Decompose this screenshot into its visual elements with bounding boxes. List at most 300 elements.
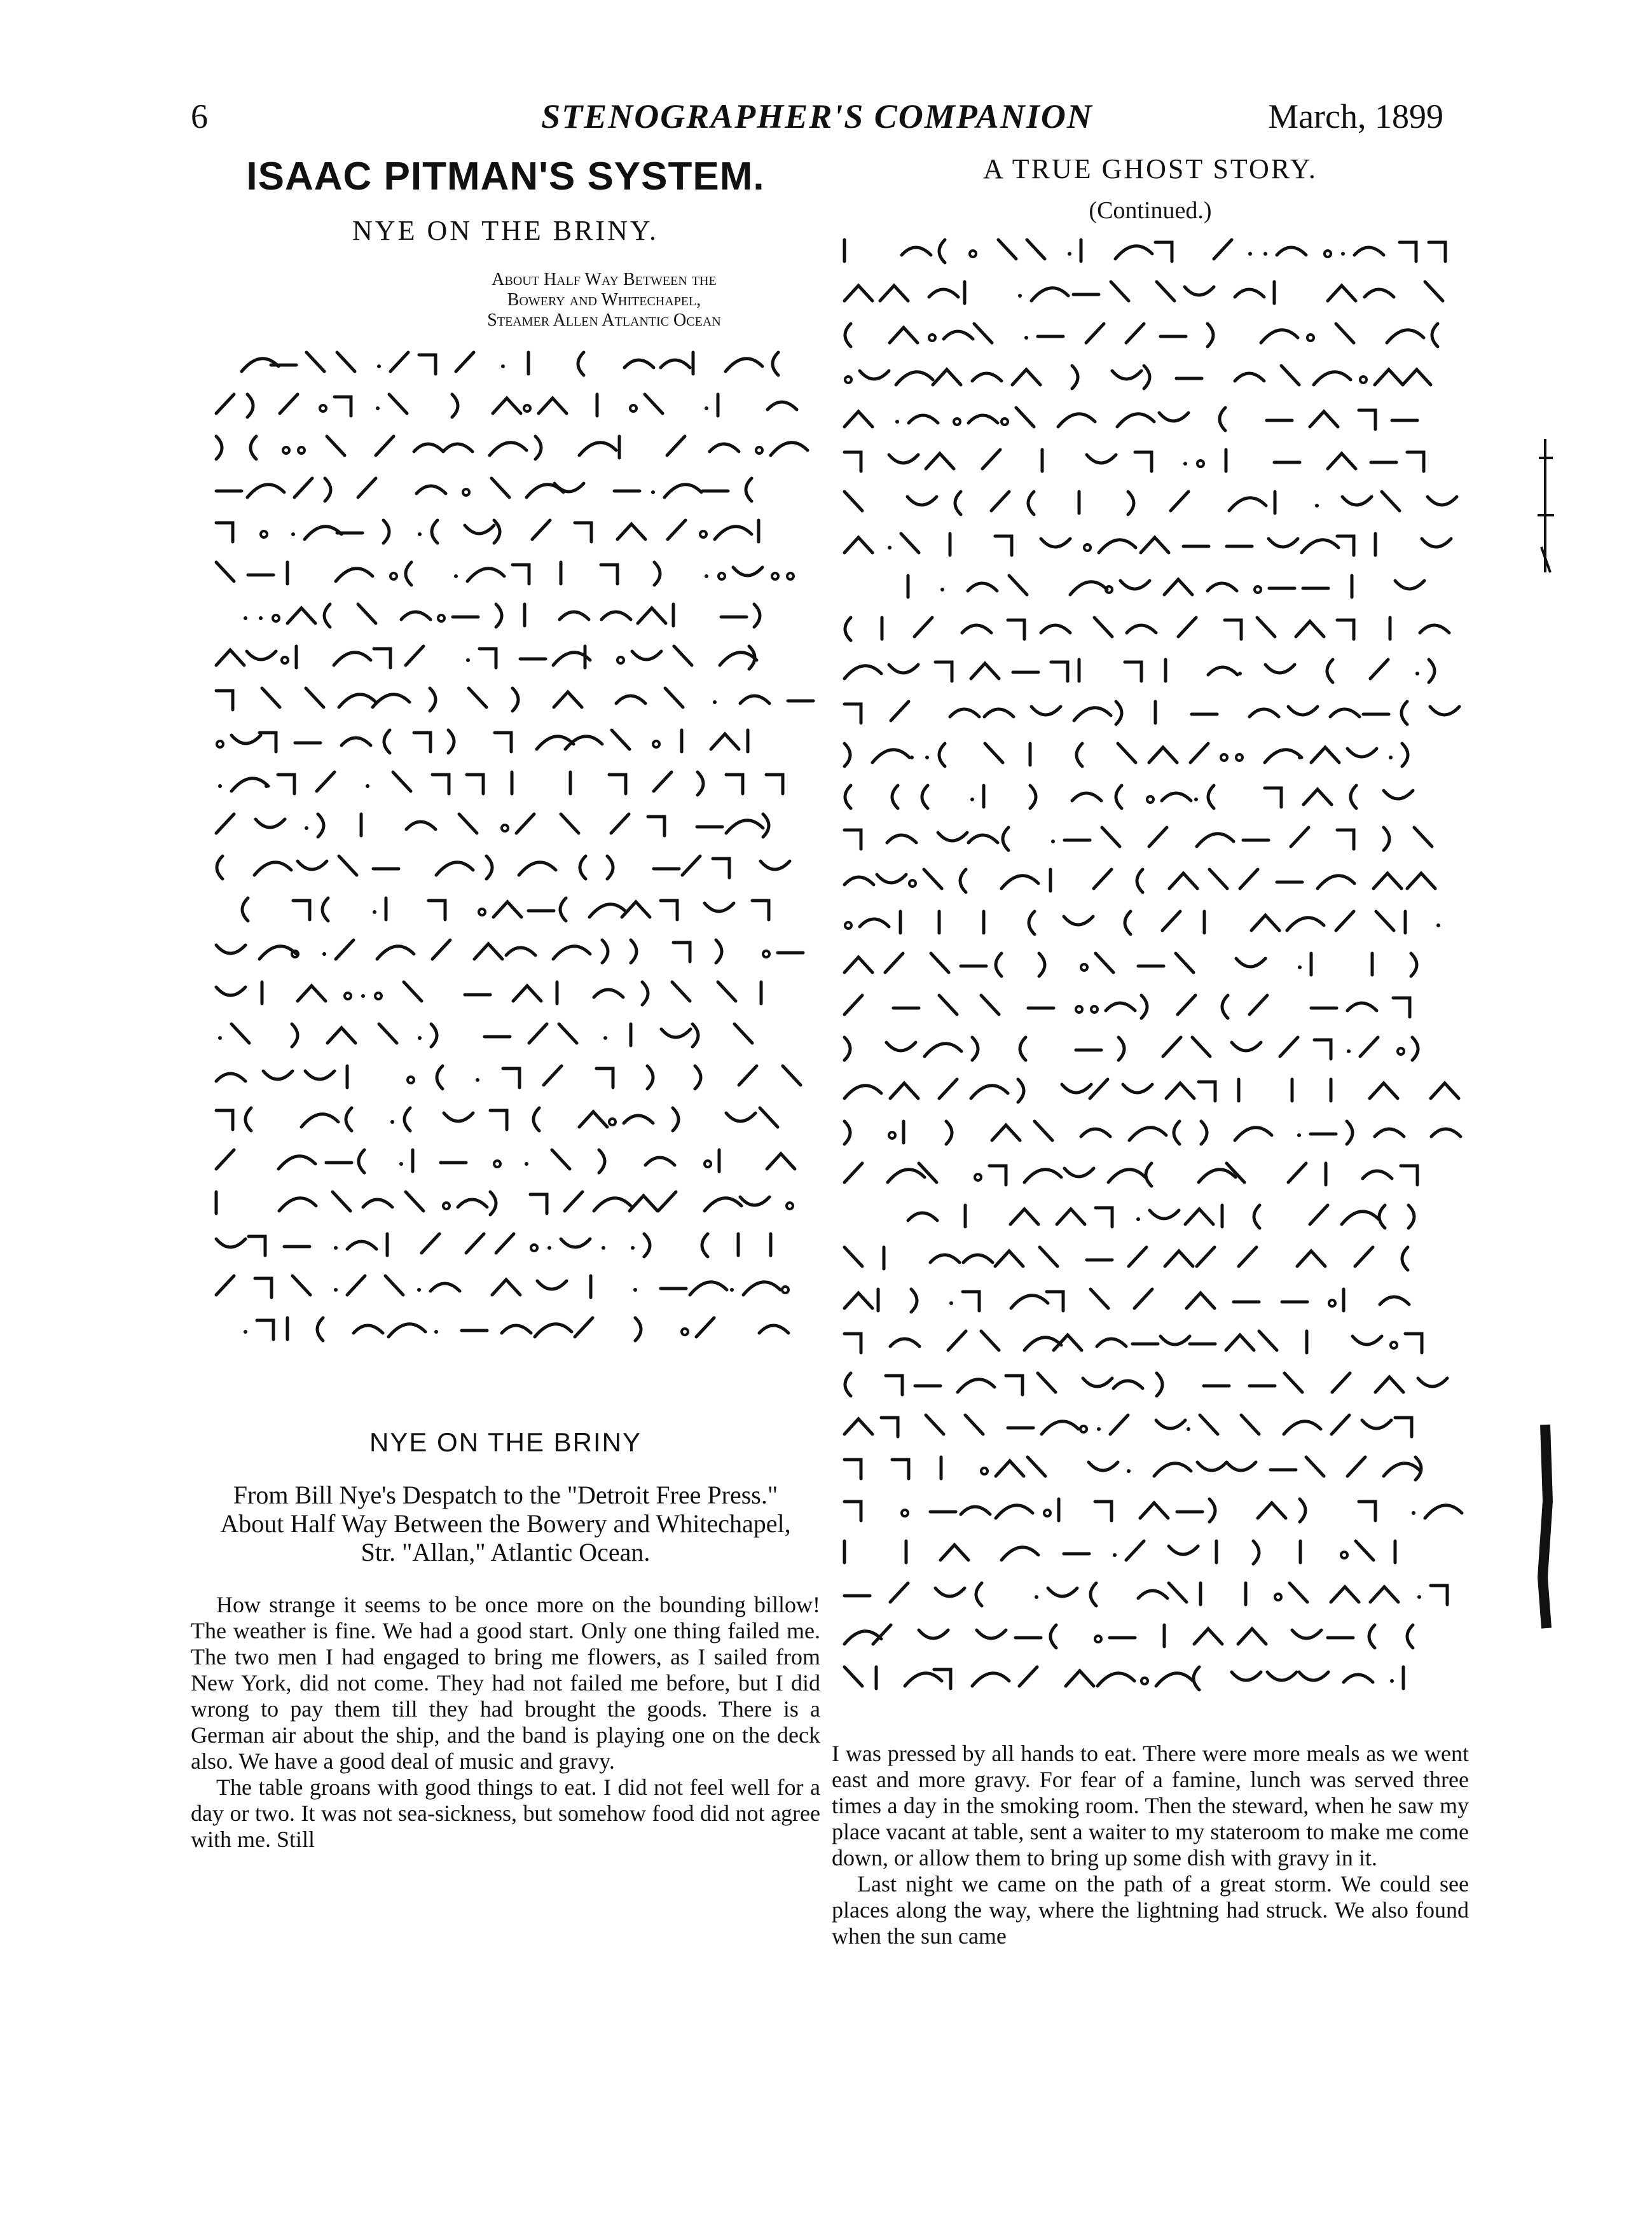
shorthand-mark [767,402,797,410]
shorthand-mark [1347,1457,1365,1476]
shorthand-mark [1328,286,1356,301]
shorthand-mark [602,1246,605,1250]
shorthand-mark [1327,660,1333,682]
shorthand-mark [611,814,629,833]
shorthand-mark [1185,1209,1213,1224]
shorthand-mark [1375,1129,1404,1137]
shorthand-mark [1314,1040,1331,1059]
shorthand-mark [1227,1462,1256,1470]
shorthand-mark [494,520,500,543]
shorthand-mark [960,869,966,892]
shorthand-mark [1337,830,1354,849]
shorthand-mark [1248,252,1252,256]
shorthand-mark [1318,876,1354,888]
shorthand-mark [1360,1037,1378,1056]
shorthand-mark [968,835,998,843]
shorthand-mark [255,1278,272,1297]
shorthand-mark [844,666,881,679]
shorthand-mark [1239,1247,1256,1266]
shorthand-mark [216,691,233,710]
shorthand-mark [419,355,436,374]
shorthand-mark [575,1318,593,1337]
route-line: About Half Way Between the [492,270,717,289]
shorthand-mark [1171,492,1188,511]
shorthand-mark [1090,1079,1108,1098]
shorthand-mark [438,615,444,621]
shorthand-mark [1420,625,1449,633]
shorthand-mark [334,1288,338,1292]
shorthand-mark [609,1119,616,1125]
shorthand-mark [322,898,328,921]
shorthand-mark [716,940,722,963]
shorthand-mark [682,856,700,875]
shorthand-mark [287,608,315,623]
shorthand-mark [1178,618,1196,637]
shorthand-mark [390,573,397,579]
shorthand-mark [414,733,430,752]
shorthand-mark [493,902,521,917]
shorthand-mark [1096,953,1113,972]
shorthand-mark [1003,827,1008,850]
shorthand-mark [216,1239,245,1247]
shorthand-mark [1115,246,1152,259]
shorthand-mark [760,1108,778,1127]
shorthand-mark [860,371,889,379]
shorthand-mark [710,444,739,452]
shorthand-mark [1169,1583,1187,1602]
shorthand-mark [1081,1129,1110,1137]
shorthand-mark [216,814,234,833]
shorthand-mark [1024,1170,1061,1182]
shorthand-mark [561,814,579,833]
shorthand-mark [1108,1170,1145,1182]
shorthand-mark [1070,582,1107,595]
shorthand-mark [1208,583,1237,591]
margin-mark [1543,1425,1548,1628]
shorthand-mark [1261,330,1298,343]
shorthand-mark [1344,1675,1373,1682]
shorthand-mark [1265,750,1302,763]
shorthand-mark [1125,911,1131,934]
shorthand-mark [339,695,376,707]
shorthand-mark [644,1234,650,1257]
shorthand-mark [422,1234,439,1253]
shorthand-mark [756,447,762,453]
shorthand-mark [972,1037,978,1060]
shorthand-mark [1365,289,1394,297]
shorthand-mark [216,945,245,953]
shorthand-mark [247,651,276,660]
shorthand-mark [358,604,376,623]
shorthand-mark [1407,452,1424,471]
shorthand-mark [1235,373,1264,381]
shorthand-mark [429,901,445,920]
shorthand-mark [283,447,289,453]
shorthand-mark [565,1192,582,1211]
shorthand-mark [692,1024,698,1047]
shorthand-mark [1002,876,1038,888]
shorthand-mark [1393,998,1410,1017]
shorthand-mark [844,877,874,885]
shorthand-mark [1408,1205,1414,1228]
shorthand-mark [740,696,769,703]
shorthand-mark [404,982,422,1001]
shorthand-mark [1208,785,1214,808]
shorthand-mark [318,814,324,837]
shorthand-mark [1263,252,1267,256]
shorthand-mark [454,574,458,578]
shorthand-mark [881,1418,898,1437]
shorthand-mark [877,874,906,883]
shorthand-mark [844,1502,861,1521]
route-line: Steamer Allen Atlantic Ocean [487,310,721,330]
shorthand-mark [301,1114,338,1127]
shorthand-mark [844,1667,862,1686]
shorthand-mark [984,709,1014,717]
shorthand-mark [1091,1583,1096,1606]
shorthand-mark [486,856,492,879]
shorthand-mark [787,573,794,579]
shorthand-mark [603,1036,607,1040]
shorthand-mark [1412,1037,1418,1060]
shorthand-mark [393,772,411,791]
shorthand-mark [989,1166,1006,1185]
shorthand-mark [1431,1586,1447,1605]
shorthand-mark [1347,1003,1377,1011]
shorthand-mark [892,785,898,808]
shorthand-mark [909,880,916,887]
shorthand-mark [661,1029,691,1037]
shorthand-mark [1267,1672,1297,1680]
shorthand-mark [743,1282,780,1295]
shorthand-mark [617,657,624,663]
shorthand-mark [1391,1342,1397,1348]
shorthand-mark [698,772,703,795]
shorthand-mark [1290,1583,1307,1602]
shorthand-mark [651,490,655,494]
shorthand-mark [1030,785,1036,808]
shorthand-mark [911,1289,917,1312]
shorthand-mark [1253,1541,1259,1564]
shorthand-mark [1113,1381,1143,1388]
shorthand-mark [493,398,521,413]
shorthand-mark [216,1276,234,1295]
shorthand-mark [772,573,778,579]
shorthand-mark [1194,1629,1222,1644]
shorthand-mark [715,527,752,539]
shorthand-mark [218,1036,222,1040]
shorthand-mark [459,814,477,833]
shorthand-mark [594,990,623,997]
shorthand-mark [630,1196,657,1211]
shorthand-mark [844,1460,861,1479]
shorthand-mark [496,604,502,627]
shorthand-mark [416,486,446,494]
shorthand-mark [1229,498,1266,511]
shorthand-mark [383,520,389,543]
shorthand-mark [939,240,945,263]
shorthand-mark [981,1331,999,1350]
shorthand-mark [375,993,382,999]
shorthand-mark [334,397,351,416]
shorthand-mark [1141,995,1147,1018]
shorthand-mark [217,856,223,879]
shorthand-mark [1432,324,1438,347]
shorthand-mark [872,750,909,763]
shorthand-mark [247,485,284,497]
shorthand-mark [1008,620,1024,639]
shorthand-mark [1347,1121,1353,1144]
shorthand-mark [1311,747,1339,763]
shorthand-mark [305,1071,334,1079]
shorthand-mark [934,1670,951,1689]
shorthand-mark [682,1329,688,1335]
shorthand-mark [599,1150,605,1173]
shorthand-mark [622,902,650,917]
shorthand-mark [925,1044,961,1056]
shorthand-mark [944,331,973,339]
shorthand-mark [996,1461,1024,1476]
shorthand-mark [432,775,449,794]
shorthand-mark [645,394,663,413]
shorthand-mark [334,653,371,665]
shorthand-mark [1057,1209,1085,1224]
shorthand-mark [1359,1502,1375,1521]
shorthand-mark [1116,702,1122,724]
shorthand-mark [713,700,717,704]
shorthand-mark [1342,497,1372,505]
shorthand-mark [661,360,690,368]
shorthand-mark [1281,366,1299,385]
shorthand-mark [1106,586,1112,593]
shorthand-mark [466,658,470,662]
shorthand-mark [1160,1336,1190,1345]
shorthand-mark [668,520,685,539]
shorthand-mark [909,415,938,423]
shorthand-mark [1164,579,1192,595]
shorthand-mark [1251,915,1279,930]
shorthand-mark [1429,660,1435,682]
shorthand-mark [1102,827,1120,847]
shorthand-mark [1412,1511,1415,1515]
shorthand-mark [539,398,567,413]
shorthand-mark [1425,282,1443,301]
issue-date: March, 1899 [1268,97,1443,135]
shorthand-mark [456,352,474,371]
shorthand-mark [783,1066,801,1085]
shorthand-mark [1134,1289,1152,1308]
shorthand-mark [1095,1502,1112,1521]
shorthand-mark [294,478,312,497]
shorthand-mark [1375,370,1403,385]
shorthand-mark [293,901,310,920]
shorthand-mark [490,1110,507,1130]
shorthand-mark [1087,455,1116,463]
shorthand-mark [1149,747,1177,763]
shorthand-mark [298,861,327,869]
shorthand-mark [1029,911,1035,934]
shorthand-mark [1428,497,1457,505]
shorthand-mark [533,1108,539,1131]
shorthand-mark [653,741,659,747]
shorthand-mark [700,531,706,537]
shorthand-mark [982,450,1000,469]
shorthand-mark [1041,539,1070,547]
shorthand-mark [1136,1217,1140,1221]
shorthand-mark [1077,743,1082,766]
route-caption [426,270,782,331]
shorthand-mark [1094,618,1112,637]
shorthand-mark [965,1415,983,1434]
shorthand-mark [1080,1426,1087,1432]
shorthand-mark [376,406,380,410]
shorthand-mark [1094,869,1112,888]
shorthand-mark [374,649,390,668]
shorthand-mark [1081,964,1087,971]
shorthand-mark [1199,1170,1236,1182]
shorthand-mark [1127,1469,1131,1473]
shorthand-mark [469,688,486,707]
shorthand-mark [924,869,942,888]
shorthand-mark [1336,324,1354,343]
shorthand-mark [773,352,778,375]
shorthand-mark [476,1078,479,1082]
shorthand-mark [845,785,851,808]
shorthand-mark [1422,539,1451,547]
shorthand-mark [1389,756,1393,759]
shorthand-mark [1402,1247,1408,1270]
shorthand-mark [389,1324,425,1337]
shorthand-mark [963,1292,979,1311]
shorthand-mark [1362,1420,1391,1428]
shorthand-mark [1129,1247,1146,1266]
shorthand-mark [1275,1594,1281,1600]
shorthand-mark [935,662,952,681]
shorthand-mark [1197,834,1234,847]
shorthand-mark [1329,1300,1335,1306]
shorthand-mark [1002,1547,1038,1560]
shorthand-mark [733,567,762,576]
shorthand-mark [1192,1037,1210,1056]
shorthand-mark [1099,540,1136,553]
shorthand-mark [972,373,1002,381]
shorthand-mark [1395,1418,1412,1437]
shorthand-mark [940,1545,968,1560]
shorthand-mark [1258,1503,1286,1518]
shorthand-mark [720,653,757,665]
shorthand-mark [1401,1166,1417,1185]
shorthand-mark [1257,618,1275,637]
shorthand-mark [1197,1247,1215,1266]
shorthand-mark [995,1251,1023,1266]
shorthand-mark [1042,1421,1078,1434]
shorthand-mark [1157,282,1174,301]
shorthand-mark [1128,492,1134,515]
shorthand-mark [752,901,769,920]
shorthand-mark [885,953,903,972]
shorthand-mark [607,856,613,879]
shorthand-mark [1417,1595,1421,1599]
shorthand-mark [845,922,851,929]
shorthand-mark [845,324,851,347]
shorthand-mark [844,452,861,471]
shorthand-mark [782,1287,788,1293]
shorthand-mark [1232,1042,1261,1051]
shorthand-mark [1074,708,1111,721]
shorthand-mark [1041,625,1070,633]
shorthand-mark [844,537,872,553]
shorthand-mark [631,940,637,963]
shorthand-mark [711,734,739,749]
shorthand-mark [1209,1499,1215,1522]
shorthand-mark [377,364,381,368]
shorthand-mark [1039,953,1045,976]
shorthand-mark [661,901,677,920]
shorthand-mark [705,406,708,410]
shorthand-mark [1400,242,1416,261]
shorthand-mark [889,455,918,463]
shorthand-mark [726,775,743,794]
shorthand-mark [336,940,354,959]
shorthand-mark [1178,995,1195,1014]
shorthand-mark [1156,1420,1185,1428]
shorthand-mark [1125,662,1141,681]
shorthand-mark [432,520,437,543]
shorthand-mark [1010,1209,1038,1224]
shorthand-mark [1238,672,1242,675]
shorthand-mark [279,1198,316,1211]
shorthand-mark [244,1330,247,1334]
shorthand-mark [1024,336,1028,340]
shorthand-mark [1342,1212,1379,1224]
shorthand-mark [1146,1163,1152,1186]
shorthand-mark [922,785,928,808]
shorthand-mark [366,784,369,788]
shorthand-mark [1306,1457,1324,1476]
shorthand-mark [1314,372,1351,385]
shorthand-mark [896,372,933,385]
shorthand-mark [844,957,872,972]
shorthand-mark [1169,1546,1198,1554]
shorthand-mark [293,1276,310,1295]
shorthand-mark [638,608,666,623]
shorthand-mark [282,657,288,663]
shorthand-mark [705,1161,711,1167]
shorthand-mark [889,1132,895,1138]
shorthand-mark [496,1234,514,1253]
shorthand-mark [630,405,637,411]
shorthand-mark [754,604,760,627]
shorthand-mark [436,862,473,875]
shorthand-mark [1118,743,1136,763]
shorthand-mark [1292,1630,1321,1638]
shorthand-mark [377,946,414,959]
shorthand-mark [635,1318,641,1341]
shorthand-mark [844,1334,861,1353]
shorthand-mark [529,1024,547,1043]
shorthand-mark [889,665,918,673]
shorthand-mark [463,489,469,495]
shorthand-mark [554,692,582,707]
shorthand-mark [1415,672,1419,675]
shorthand-mark [1162,911,1180,930]
shorthand-mark [766,775,783,794]
shorthand-mark [1287,918,1324,930]
shorthand-mark [1072,366,1078,389]
shorthand-mark [892,1460,909,1479]
article-title: NYE ON THE BRINY [369,1427,642,1457]
shorthand-mark [218,784,222,788]
